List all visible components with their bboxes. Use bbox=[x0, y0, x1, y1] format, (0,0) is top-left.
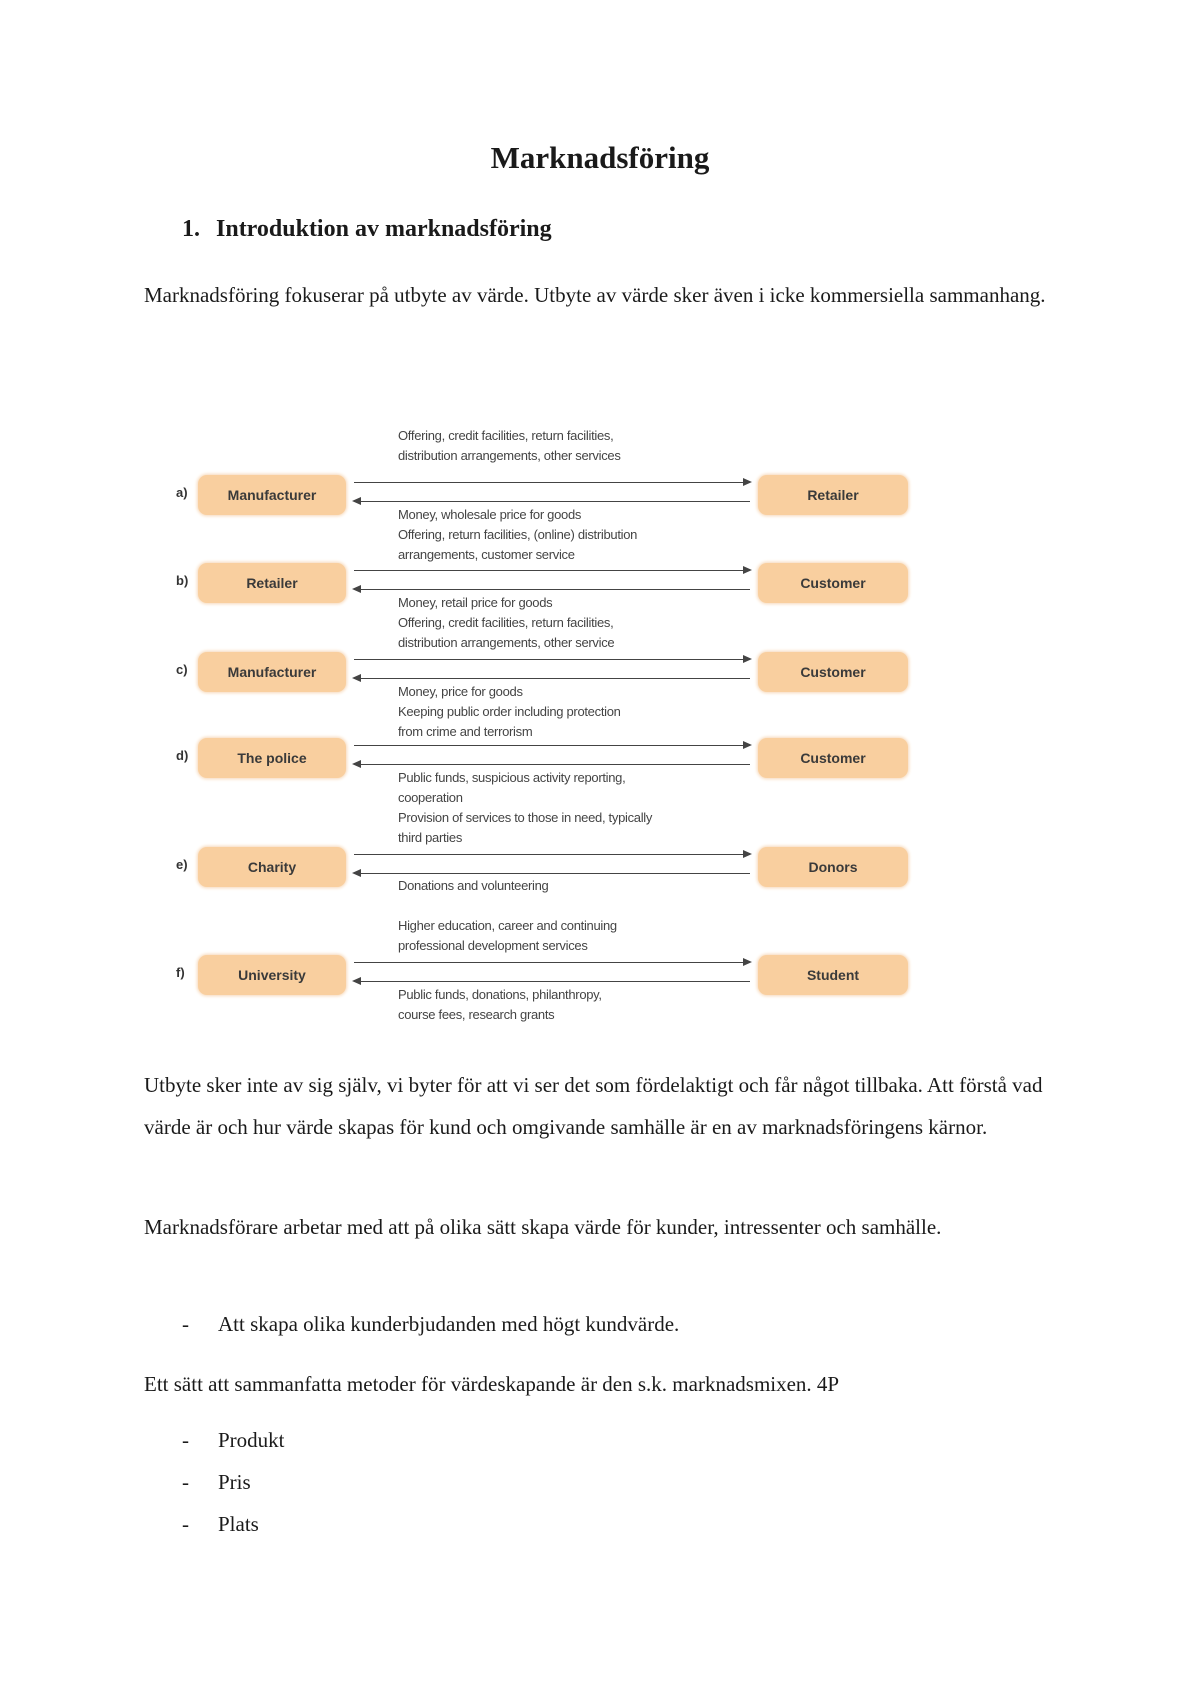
row-e-back-arrow bbox=[354, 873, 750, 874]
row-d-forward-text: Keeping public order including protection from crime and terrorism bbox=[398, 704, 621, 739]
row-d-back-arrow bbox=[354, 764, 750, 765]
row-e-label: e) bbox=[176, 857, 188, 872]
row-e-forward-text: Provision of services to those in need, typically third parties bbox=[398, 810, 653, 845]
row-f-back-text: Public funds, donations, philanthropy, course fees, research grants bbox=[398, 987, 602, 1022]
row-f-label: f) bbox=[176, 965, 185, 980]
list-item-text: Produkt bbox=[218, 1428, 285, 1452]
exchange-diagram bbox=[168, 428, 928, 1038]
row-f-forward-arrow bbox=[354, 962, 750, 963]
row-c-forward-arrow bbox=[354, 659, 750, 660]
row-a-back-text: Money, wholesale price for goods bbox=[398, 507, 582, 522]
list-item-text: Att skapa olika kunderbjudanden med högt kundvärde. bbox=[218, 1312, 680, 1336]
list-item bbox=[182, 1425, 285, 1455]
row-c-right-box: Customer bbox=[758, 652, 908, 692]
row-c-left-box: Manufacturer bbox=[198, 652, 346, 692]
row-c-label: c) bbox=[176, 662, 188, 677]
row-f-back-arrow bbox=[354, 981, 750, 982]
row-b-right-box: Customer bbox=[758, 563, 908, 603]
exchange-paragraph: Utbyte sker inte av sig själv, vi byter för att vi ser det som fördelaktigt och får något tillbaka. Att förstå vad värde är och hur värde skapas för kund och omgivande samhälle är en av marknadsföringens kärnor. bbox=[144, 1073, 1043, 1139]
page-title: Marknadsföring bbox=[490, 140, 710, 175]
row-b-forward-arrow bbox=[354, 570, 750, 571]
list-item-text: Pris bbox=[218, 1470, 251, 1494]
row-d-label: d) bbox=[176, 748, 189, 763]
section-heading-text: Introduktion av marknadsföring bbox=[216, 216, 552, 242]
row-a-left-box: Manufacturer bbox=[198, 475, 346, 515]
row-e-left-box: Charity bbox=[198, 847, 346, 887]
row-d-left-box: The police bbox=[198, 738, 346, 778]
row-e-forward-arrow bbox=[354, 854, 750, 855]
list-item bbox=[182, 1509, 259, 1539]
intro-paragraph: Marknadsföring fokuserar på utbyte av värde. Utbyte av värde sker även i icke kommersiella sammanhang. bbox=[144, 283, 1046, 307]
row-b-label: b) bbox=[176, 573, 189, 588]
row-b-back-arrow bbox=[354, 589, 750, 590]
row-a-forward-text: Offering, credit facilities, return facilities, distribution arrangements, other services bbox=[398, 428, 621, 463]
row-b-back-text: Money, retail price for goods bbox=[398, 595, 553, 610]
list-item-text: Plats bbox=[218, 1512, 259, 1536]
row-a-label: a) bbox=[176, 485, 188, 500]
list-item bbox=[182, 1467, 251, 1497]
section-heading bbox=[182, 216, 552, 243]
row-c-forward-text: Offering, credit facilities, return facilities, distribution arrangements, other service bbox=[398, 615, 615, 650]
list-item bbox=[182, 1309, 679, 1339]
section-number: 1. bbox=[182, 216, 200, 242]
row-b-forward-text: Offering, return facilities, (online) distribution arrangements, customer service bbox=[398, 527, 638, 562]
row-f-right-box: Student bbox=[758, 955, 908, 995]
row-b-left-box: Retailer bbox=[198, 563, 346, 603]
row-e-right-box: Donors bbox=[758, 847, 908, 887]
row-d-forward-arrow bbox=[354, 745, 750, 746]
row-a-back-arrow bbox=[354, 501, 750, 502]
list-dash: - bbox=[182, 1428, 189, 1452]
value-creation-paragraph: Marknadsförare arbetar med att på olika sätt skapa värde för kunder, intressenter och samhälle. bbox=[144, 1215, 942, 1239]
row-a-forward-arrow bbox=[354, 482, 750, 483]
row-d-back-text: Public funds, suspicious activity reporting, cooperation bbox=[398, 770, 626, 805]
row-e-back-text: Donations and volunteering bbox=[398, 878, 549, 893]
row-d-right-box: Customer bbox=[758, 738, 908, 778]
marketing-mix-paragraph: Ett sätt att sammanfatta metoder för värdeskapande är den s.k. marknadsmixen. 4P bbox=[144, 1372, 840, 1396]
row-c-back-arrow bbox=[354, 678, 750, 679]
row-a-right-box: Retailer bbox=[758, 475, 908, 515]
row-c-back-text: Money, price for goods bbox=[398, 684, 523, 699]
row-f-forward-text: Higher education, career and continuing professional development services bbox=[398, 918, 617, 953]
row-f-left-box: University bbox=[198, 955, 346, 995]
list-dash: - bbox=[182, 1512, 189, 1536]
list-dash: - bbox=[182, 1470, 189, 1494]
list-dash: - bbox=[182, 1312, 189, 1336]
